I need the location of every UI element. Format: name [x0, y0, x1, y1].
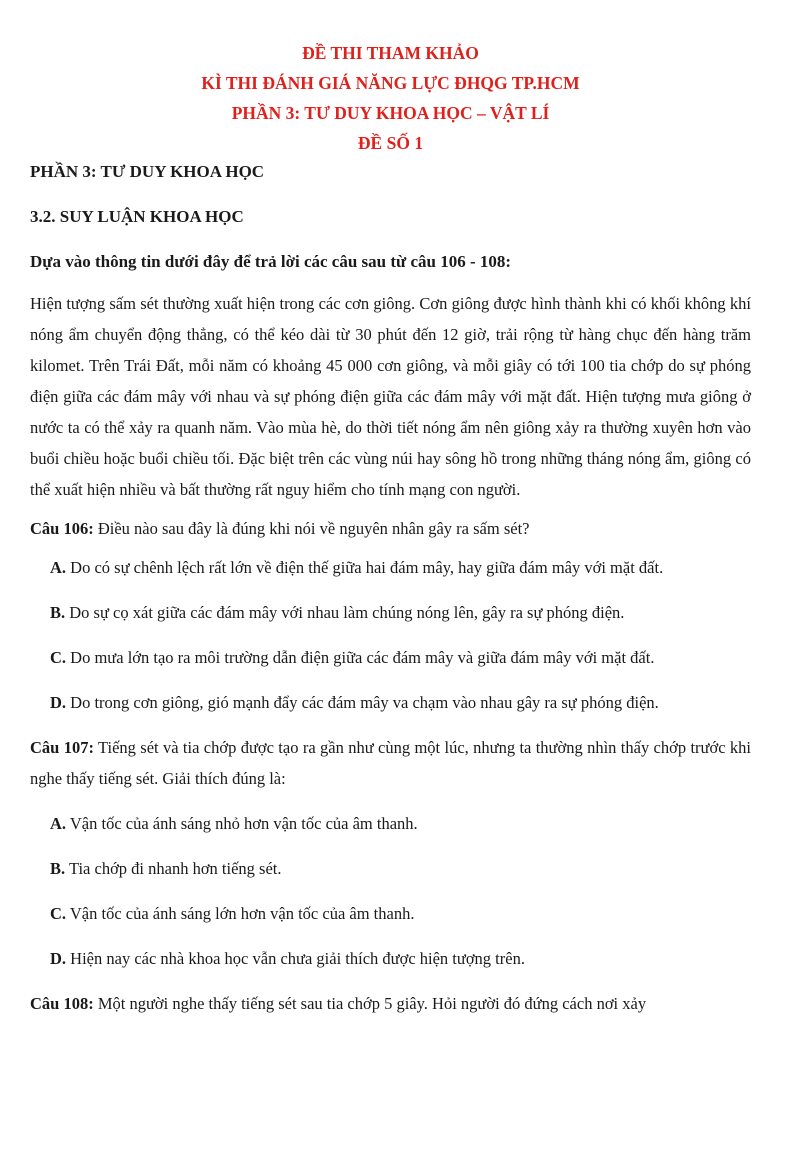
option-text: Do trong cơn giông, gió mạnh đẩy các đám mây va chạm vào nhau gây ra sự phóng điện. [66, 693, 659, 712]
option-text: Tia chớp đi nhanh hơn tiếng sét. [65, 859, 282, 878]
option-106-a[interactable] [30, 552, 751, 583]
option-letter: A. [50, 814, 67, 833]
option-text: Do mưa lớn tạo ra môi trường dẫn điện giữa các đám mây và giữa đám mây với mặt đất. [66, 648, 655, 667]
question-text: Tiếng sét và tia chớp được tạo ra gần như cùng một lúc, nhưng ta thường nhìn thấy chớp trước khi nghe thấy tiếng sét. Giải thích đúng là: [30, 738, 751, 788]
question-label: Câu 106: [30, 519, 94, 538]
subsection-title: 3.2. SUY LUẬN KHOA HỌC [30, 207, 244, 226]
option-107-d[interactable] [30, 943, 751, 974]
option-106-b[interactable] [30, 597, 751, 628]
option-letter: C. [50, 648, 67, 667]
question-106 [30, 513, 751, 544]
header-exam-name: KÌ THI ĐÁNH GIÁ NĂNG LỰC ĐHQG TP.HCM [201, 73, 580, 93]
section-title: PHẦN 3: TƯ DUY KHOA HỌC [30, 162, 265, 181]
instruction: Dựa vào thông tin dưới đây để trả lời các câu sau từ câu 106 - 108: [30, 252, 512, 271]
passage: Hiện tượng sấm sét thường xuất hiện trong các cơn giông. Cơn giông được hình thành khi có khối không khí nóng ẩm chuyển động thẳng, có thể kéo dài từ 30 phút đến 12 giờ, trải rộng từ hàng chục đến hàng trăm kilomet. Trên Trái Đất, mỗi năm có khoảng 45 000 cơn giông, và mỗi giây có tới 100 tia chớp do sự phóng điện giữa các đám mây với nhau và sự phóng điện giữa các đám mây với mặt đất. Hiện tượng mưa giông ở nước ta có thể xảy ra quanh năm. Vào mùa hè, do thời tiết nóng ẩm nên giông xảy ra thường xuyên hơn vào buổi chiều hoặc buổi chiều tối. Đặc biệt trên các vùng núi hay sông hồ trong những tháng nóng ẩm, giông có thể xuất hiện nhiều và bất thường rất nguy hiểm cho tính mạng con người. [30, 294, 751, 499]
option-107-b[interactable] [30, 853, 751, 884]
question-107 [30, 732, 751, 794]
header-exam-number: ĐỀ SỐ 1 [357, 133, 424, 153]
option-letter: B. [50, 603, 66, 622]
header-part: PHẦN 3: TƯ DUY KHOA HỌC – VẬT LÍ [231, 103, 550, 123]
option-text: Vận tốc của ánh sáng lớn hơn vận tốc của âm thanh. [66, 904, 415, 923]
option-text: Vận tốc của ánh sáng nhỏ hơn vận tốc của âm thanh. [66, 814, 418, 833]
header-title: ĐỀ THI THAM KHẢO [302, 43, 479, 63]
question-text: Điều nào sau đây là đúng khi nói về nguyên nhân gây ra sấm sét? [93, 519, 530, 538]
option-letter: B. [50, 859, 66, 878]
question-108 [30, 988, 751, 1019]
option-107-c[interactable] [30, 898, 751, 929]
option-letter: A. [50, 558, 67, 577]
option-letter: D. [50, 693, 67, 712]
question-label: Câu 108: [30, 994, 94, 1013]
option-text: Hiện nay các nhà khoa học vẫn chưa giải thích được hiện tượng trên. [66, 949, 525, 968]
option-letter: D. [50, 949, 67, 968]
option-text: Do có sự chênh lệch rất lớn về điện thế giữa hai đám mây, hay giữa đám mây với mặt đất. [66, 558, 664, 577]
exam-header [30, 38, 751, 158]
question-text: Một người nghe thấy tiếng sét sau tia chớp 5 giây. Hỏi người đó đứng cách nơi xảy [93, 994, 647, 1013]
option-text: Do sự cọ xát giữa các đám mây với nhau làm chúng nóng lên, gây ra sự phóng điện. [65, 603, 625, 622]
option-106-c[interactable] [30, 642, 751, 673]
option-letter: C. [50, 904, 67, 923]
option-106-d[interactable] [30, 687, 751, 718]
question-label: Câu 107: [30, 738, 94, 757]
option-107-a[interactable] [30, 808, 751, 839]
